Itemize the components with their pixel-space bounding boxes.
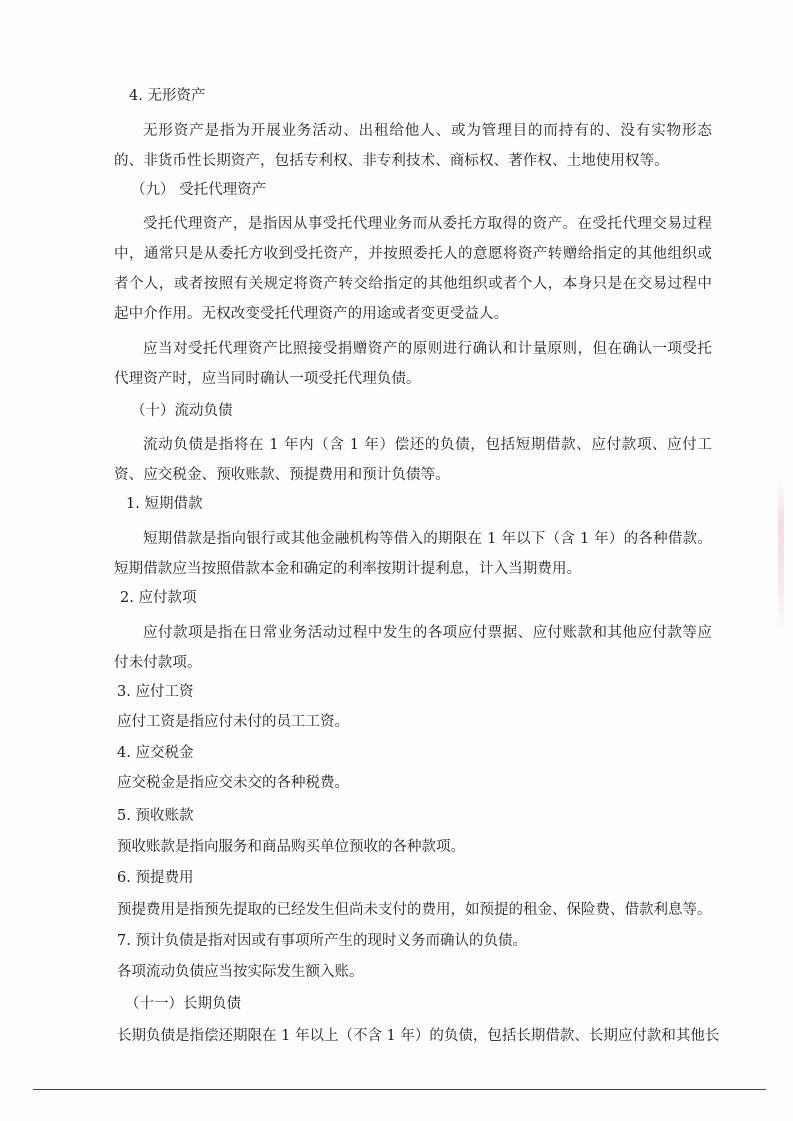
heading-accrued-expenses: 6. 预提费用 bbox=[117, 870, 194, 886]
paragraph-long-term-liabilities: 长期负债是指偿还期限在 1 年以上（不含 1 年）的负债，包括长期借款、长期应付款和其他长 bbox=[117, 1028, 720, 1044]
heading-long-term-liabilities: （十一）长期负债 bbox=[125, 996, 241, 1012]
heading-tax-payable: 4. 应交税金 bbox=[117, 745, 194, 761]
paragraph-accrued-expenses: 预提费用是指预先提取的已经发生但尚未支付的费用，如预提的租金、保险费、借款利息等。 bbox=[117, 902, 712, 918]
seal-edge-mark bbox=[778, 480, 784, 630]
footer-divider bbox=[33, 1089, 766, 1090]
paragraph-current-liabilities: 流动负债是指将在 1 年内（含 1 年）偿还的负债，包括短期借款、应付款项、应付工资、应交税金、预收账款、预提费用和预计负债等。 bbox=[114, 437, 712, 483]
paragraph-recording-rule: 各项流动负债应当按实际发生额入账。 bbox=[117, 964, 364, 980]
heading-payables: 2. 应付款项 bbox=[120, 590, 197, 606]
heading-intangible-assets: 4. 无形资产 bbox=[129, 88, 206, 104]
heading-entrusted-assets: （九） 受托代理资产 bbox=[131, 182, 267, 198]
paragraph-intangible-assets: 无形资产是指为开展业务活动、出租给他人、或为管理目的而持有的、没有实物形态的、非货币性长期资产，包括专利权、非专利技术、商标权、著作权、土地使用权等。 bbox=[114, 123, 712, 169]
paragraph-wages-payable: 应付工资是指应付未付的员工工资。 bbox=[117, 714, 349, 730]
paragraph-entrusted-assets-2: 应当对受托代理资产比照接受捐赠资产的原则进行确认和计量原则，但在确认一项受托代理资产时，应当同时确认一项受托代理负债。 bbox=[114, 341, 712, 387]
heading-short-term-loans: 1. 短期借款 bbox=[126, 496, 203, 512]
paragraph-tax-payable: 应交税金是指应交未交的各种税费。 bbox=[117, 775, 349, 791]
paragraph-short-term-loans: 短期借款是指向银行或其他金融机构等借入的期限在 1 年以下（含 1 年）的各种借款。短期借款应当按照借款本金和确定的利率按期计提利息，计入当期费用。 bbox=[114, 531, 712, 577]
paragraph-entrusted-assets-1: 受托代理资产，是指因从事受托代理业务而从委托方取得的资产。在受托代理交易过程中，通常只是从委托方收到受托资产，并按照委托人的意愿将资产转赠给指定的其他组织或者个人，或者按照有关规定将资产转交给指定的其他组织或者个人，本身只是在交易过程中起中介作用。无权改变受托代理资产的用途或者变更受益人。 bbox=[114, 216, 712, 322]
heading-wages-payable: 3. 应付工资 bbox=[117, 684, 194, 700]
paragraph-estimated-liabilities: 7. 预计负债是指对因或有事项所产生的现时义务而确认的负债。 bbox=[117, 933, 527, 949]
heading-current-liabilities: （十）流动负债 bbox=[131, 403, 233, 419]
paragraph-advance-receipts: 预收账款是指向服务和商品购买单位预收的各种款项。 bbox=[117, 839, 465, 855]
paragraph-payables: 应付款项是指在日常业务活动过程中发生的各项应付票据、应付账款和其他应付款等应付未付款项。 bbox=[114, 625, 712, 671]
heading-advance-receipts: 5. 预收账款 bbox=[117, 808, 194, 824]
